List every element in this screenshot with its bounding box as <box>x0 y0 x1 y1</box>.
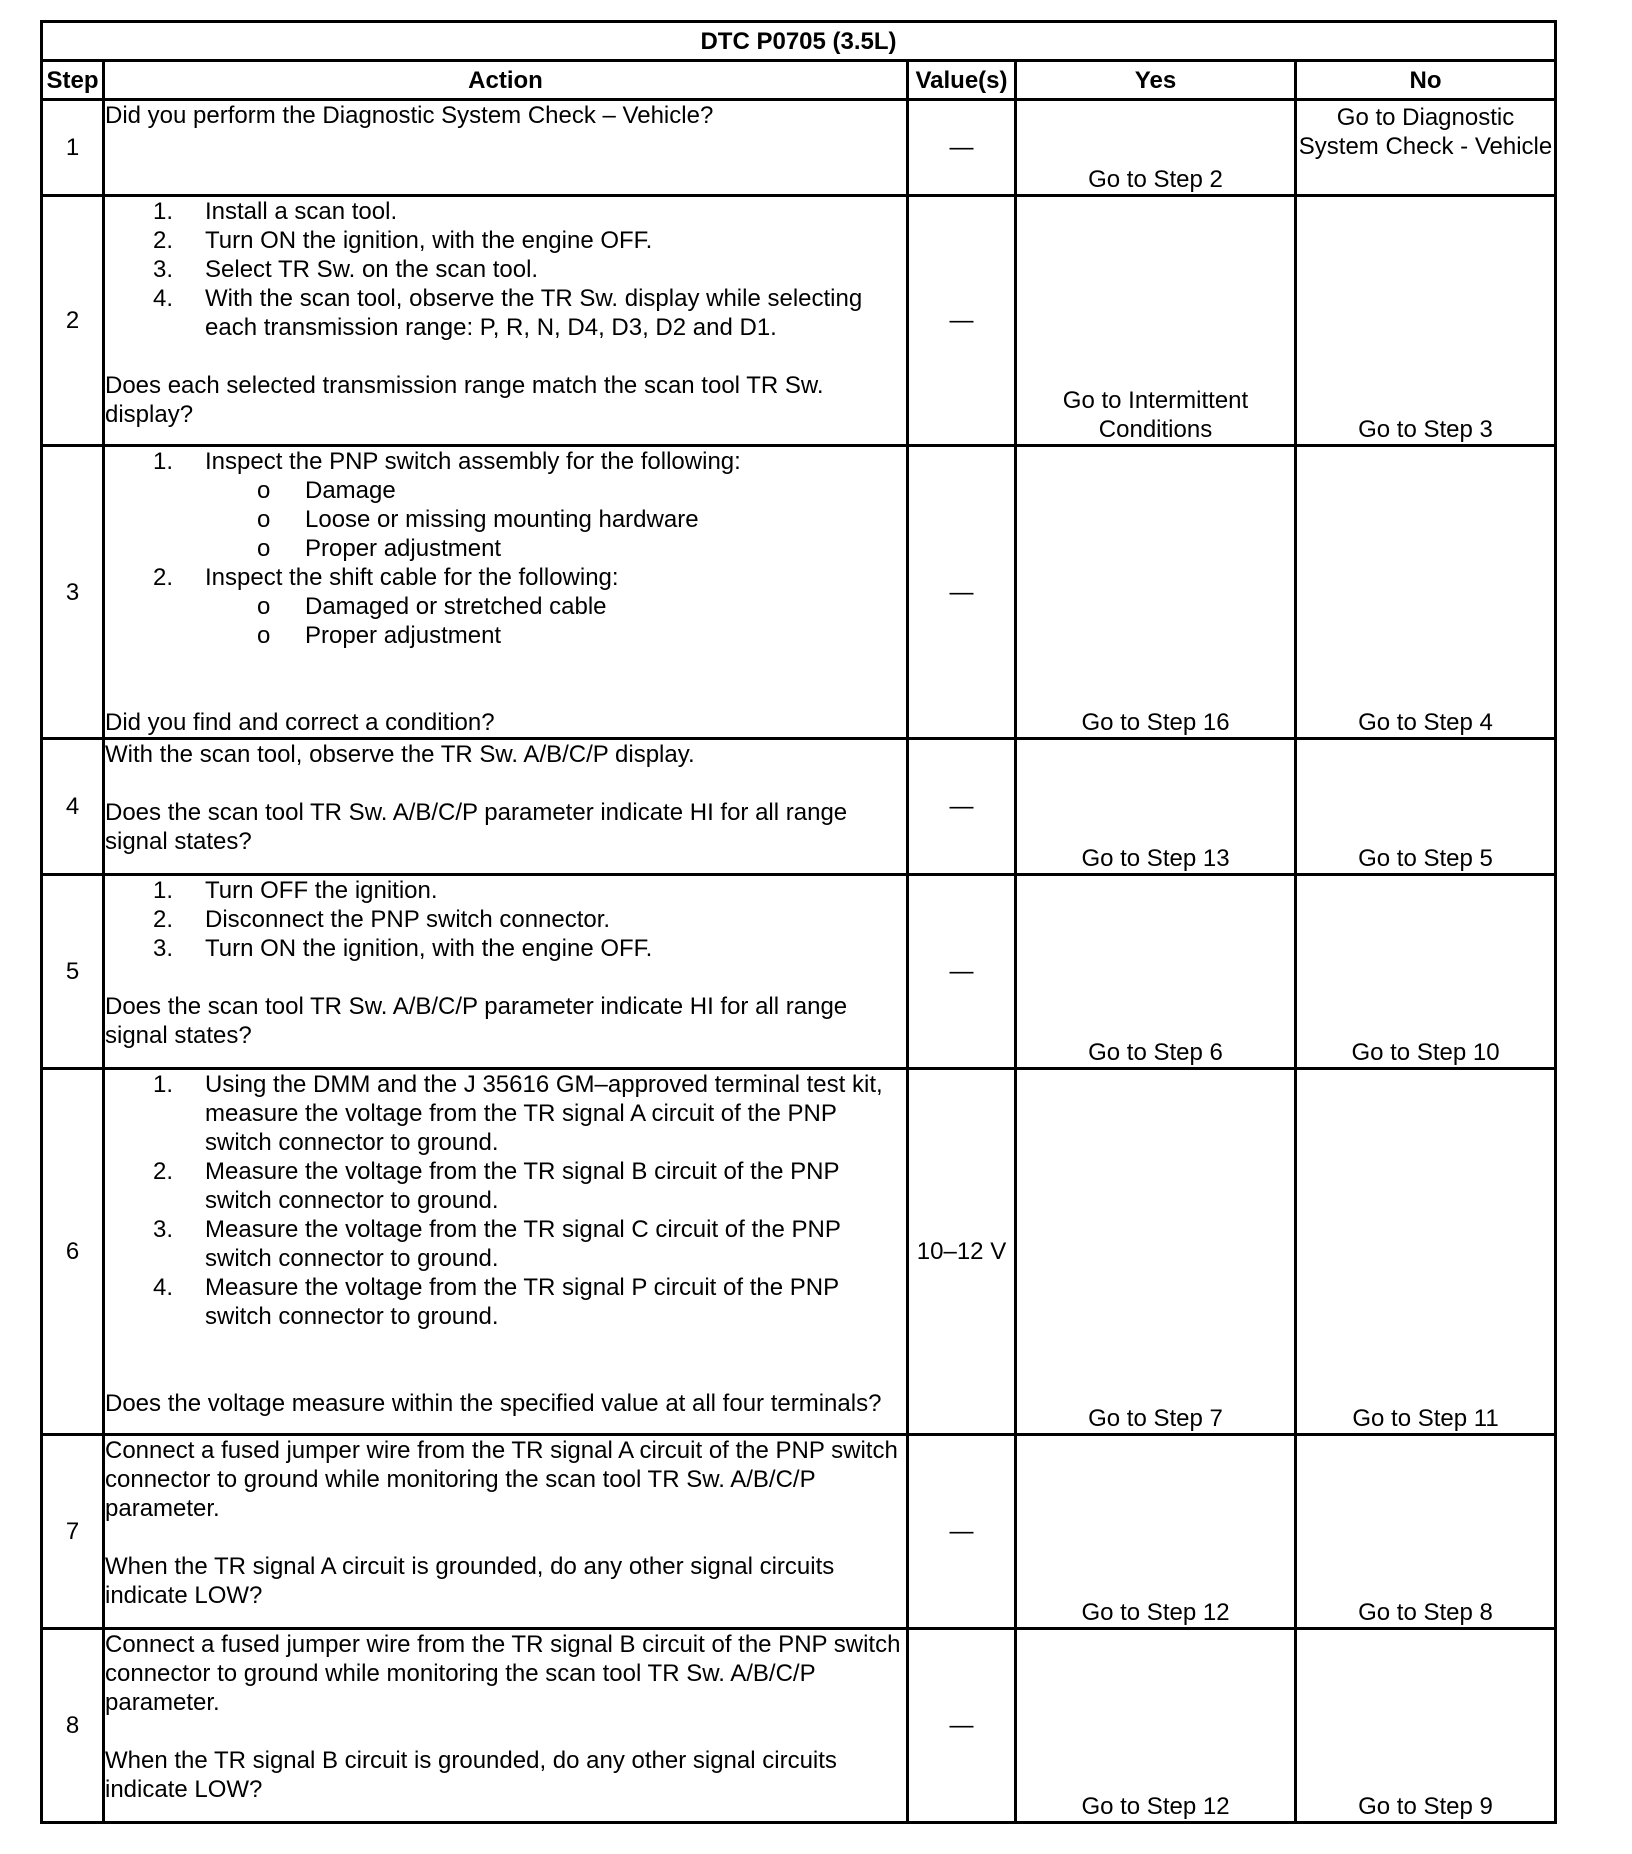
yes-cell: Go to Step 7 <box>1016 1069 1296 1435</box>
yes-cell: Go to Step 12 <box>1016 1629 1296 1823</box>
header-step: Step <box>42 61 104 100</box>
action-step-item: 2. Turn ON the ignition, with the engine OFF. <box>153 227 653 254</box>
action-step-item: 2. Disconnect the PNP switch connector. <box>153 906 611 933</box>
action-cell <box>104 875 908 1069</box>
table-row <box>42 875 1556 1069</box>
action-question: Did you perform the Diagnostic System Check – Vehicle? <box>105 102 714 129</box>
table-row <box>42 446 1556 739</box>
value-cell: 10–12 V <box>908 1069 1016 1435</box>
action-question: Did you find and correct a condition? <box>105 709 495 736</box>
header-yes: Yes <box>1016 61 1296 100</box>
action-question: Does the voltage measure within the specified value at all four terminals? <box>105 1390 882 1417</box>
action-intro: Connect a fused jumper wire from the TR signal B circuit of the PNP switch connector to ground while monitoring the scan tool TR Sw. A/B/C/P parameter. <box>105 1631 901 1716</box>
header-no: No <box>1296 61 1556 100</box>
action-cell <box>104 1069 908 1435</box>
table-row <box>42 100 1556 196</box>
action-step-item: 1. Turn OFF the ignition. <box>153 877 438 904</box>
step-number: 6 <box>42 1069 104 1435</box>
sub-item: o Damage <box>257 477 396 504</box>
no-cell: Go to Step 11 <box>1296 1069 1556 1435</box>
value-cell: — <box>908 875 1016 1069</box>
yes-cell: Go to Step 2 <box>1016 100 1296 196</box>
action-step-item: 3. Turn ON the ignition, with the engine OFF. <box>153 935 653 962</box>
action-steps <box>105 447 906 650</box>
sub-list <box>205 476 906 563</box>
table-row <box>42 196 1556 446</box>
action-steps <box>105 1070 906 1331</box>
value-cell: — <box>908 1629 1016 1823</box>
action-step-item: 2. Inspect the shift cable for the following: o Damaged or stretched cable o Proper adjustment <box>105 563 906 650</box>
value-cell: — <box>908 446 1016 739</box>
step-number: 4 <box>42 739 104 875</box>
no-cell: Go to Step 8 <box>1296 1435 1556 1629</box>
yes-cell: Go to Step 12 <box>1016 1435 1296 1629</box>
action-step-item: 3. Measure the voltage from the TR signal C circuit of the PNP switch connector to ground. <box>153 1216 841 1272</box>
step-number: 1 <box>42 100 104 196</box>
action-cell <box>104 1435 908 1629</box>
action-cell <box>104 1629 908 1823</box>
no-cell: Go to Step 10 <box>1296 875 1556 1069</box>
action-cell <box>104 100 908 196</box>
action-cell <box>104 446 908 739</box>
table-row <box>42 1629 1556 1823</box>
sub-item: o Proper adjustment <box>257 535 502 562</box>
action-cell <box>104 739 908 875</box>
no-cell: Go to Step 5 <box>1296 739 1556 875</box>
action-intro: Connect a fused jumper wire from the TR signal A circuit of the PNP switch connector to ground while monitoring the scan tool TR Sw. A/B/C/P parameter. <box>105 1437 898 1522</box>
value-cell: — <box>908 739 1016 875</box>
sub-item: o Proper adjustment <box>257 622 502 649</box>
sub-list <box>205 592 906 650</box>
yes-cell: Go to Intermittent Conditions <box>1016 196 1296 446</box>
action-step-item: 1. Inspect the PNP switch assembly for the following: o Damage o Loose or missing mounting hardware o Proper adjustment <box>105 447 906 563</box>
action-step-item: 3. Select TR Sw. on the scan tool. <box>153 256 539 283</box>
step-number: 2 <box>42 196 104 446</box>
action-step-item: 4. Measure the voltage from the TR signal P circuit of the PNP switch connector to ground. <box>153 1274 839 1330</box>
diagnostic-table <box>40 20 1557 1824</box>
action-steps <box>105 197 906 342</box>
step-number: 7 <box>42 1435 104 1629</box>
header-values: Value(s) <box>908 61 1016 100</box>
step-number: 8 <box>42 1629 104 1823</box>
sub-item: o Loose or missing mounting hardware <box>257 506 699 533</box>
step-number: 3 <box>42 446 104 739</box>
action-step-item: 4. With the scan tool, observe the TR Sw. display while selecting each transmission range: P, R, N, D4, D3, D2 and D1. <box>153 285 863 341</box>
table-row <box>42 1069 1556 1435</box>
action-question: When the TR signal B circuit is grounded, do any other signal circuits indicate LOW? <box>105 1747 837 1803</box>
action-step-item: 2. Measure the voltage from the TR signal B circuit of the PNP switch connector to ground. <box>153 1158 840 1214</box>
action-intro: With the scan tool, observe the TR Sw. A/B/C/P display. <box>105 741 695 768</box>
value-cell: — <box>908 100 1016 196</box>
action-question: Does the scan tool TR Sw. A/B/C/P parameter indicate HI for all range signal states? <box>105 799 848 855</box>
step-number: 5 <box>42 875 104 1069</box>
table-row <box>42 739 1556 875</box>
table-row <box>42 1435 1556 1629</box>
yes-cell: Go to Step 6 <box>1016 875 1296 1069</box>
value-cell: — <box>908 1435 1016 1629</box>
value-cell: — <box>908 196 1016 446</box>
sub-item: o Damaged or stretched cable <box>257 593 607 620</box>
action-steps <box>105 876 906 963</box>
action-question: Does the scan tool TR Sw. A/B/C/P parameter indicate HI for all range signal states? <box>105 993 848 1049</box>
action-step-item: 1. Using the DMM and the J 35616 GM–approved terminal test kit, measure the voltage from the TR signal A circuit of the PNP switch connector to ground. <box>153 1071 883 1156</box>
action-cell <box>104 196 908 446</box>
table-title: DTC P0705 (3.5L) <box>42 22 1556 61</box>
no-cell: Go to Diagnostic System Check - Vehicle <box>1296 100 1556 196</box>
action-step-item: 1. Install a scan tool. <box>153 198 398 225</box>
yes-cell: Go to Step 16 <box>1016 446 1296 739</box>
no-cell: Go to Step 3 <box>1296 196 1556 446</box>
no-cell: Go to Step 9 <box>1296 1629 1556 1823</box>
header-action: Action <box>104 61 908 100</box>
action-question: When the TR signal A circuit is grounded, do any other signal circuits indicate LOW? <box>105 1553 835 1609</box>
no-cell: Go to Step 4 <box>1296 446 1556 739</box>
action-question: Does each selected transmission range match the scan tool TR Sw. display? <box>105 372 824 428</box>
yes-cell: Go to Step 13 <box>1016 739 1296 875</box>
